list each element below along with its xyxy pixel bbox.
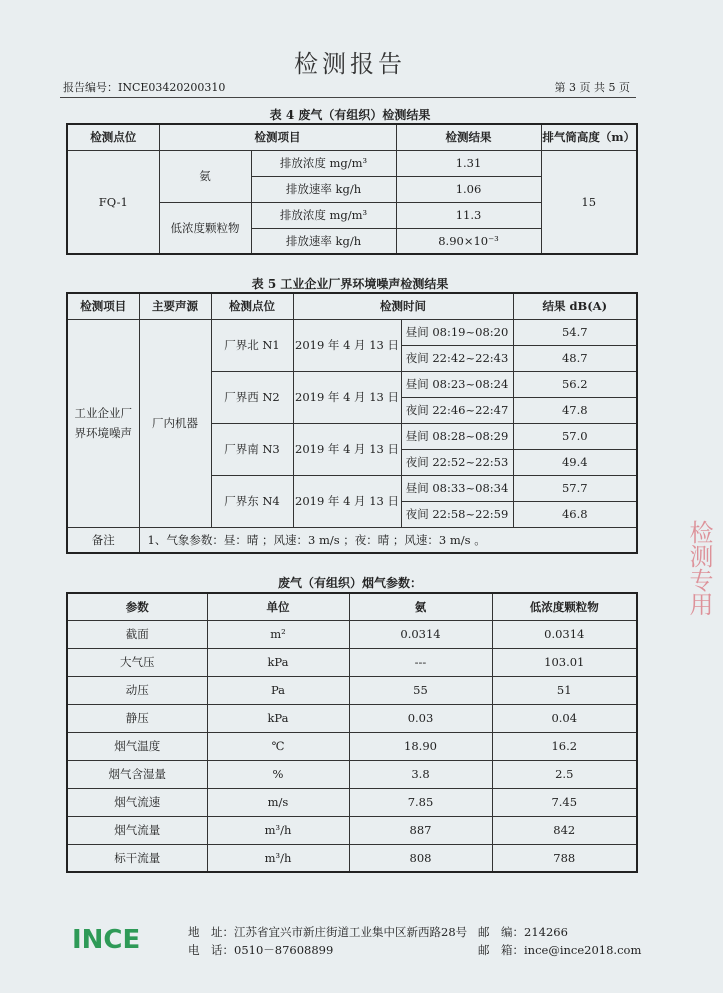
ince-logo-text: INCE bbox=[72, 925, 141, 955]
table4-item: 氨 bbox=[159, 150, 251, 202]
table6-value-b: 788 bbox=[492, 844, 637, 872]
footer-postcode: 邮 编：214266 bbox=[478, 925, 568, 939]
table6-unit: kPa bbox=[207, 704, 349, 732]
table6-param: 烟气温度 bbox=[67, 732, 207, 760]
table5-result: 47.8 bbox=[513, 397, 637, 423]
table6-unit: ℃ bbox=[207, 732, 349, 760]
table6-param: 烟气流速 bbox=[67, 788, 207, 816]
table6-value-a: 0.0314 bbox=[349, 620, 492, 648]
table6-value-b: 2.5 bbox=[492, 760, 637, 788]
table5-point: 厂界西 N2 bbox=[211, 371, 293, 423]
table5-item: 工业企业厂界环境噪声 bbox=[67, 319, 139, 527]
footer-phone: 电 话：0510－87608899 bbox=[188, 943, 334, 957]
table4-param: 排放浓度 mg/m³ bbox=[251, 202, 396, 228]
table5-source: 厂内机器 bbox=[139, 319, 211, 527]
table6-value-a: 887 bbox=[349, 816, 492, 844]
table6-value-b: 16.2 bbox=[492, 732, 637, 760]
table4-param: 排放速率 kg/h bbox=[251, 176, 396, 202]
table5-result: 54.7 bbox=[513, 319, 637, 345]
table6-value-b: 0.04 bbox=[492, 704, 637, 732]
table5-time: 夜间 22:42~22:43 bbox=[401, 345, 513, 371]
table5-result: 57.7 bbox=[513, 475, 637, 501]
table-row bbox=[67, 704, 637, 732]
table4-height: 15 bbox=[541, 150, 637, 254]
table5-header: 检测点位 bbox=[211, 293, 293, 319]
table5-point: 厂界东 N4 bbox=[211, 475, 293, 527]
table6-value-b: 842 bbox=[492, 816, 637, 844]
table-row bbox=[67, 620, 637, 648]
table6-param: 烟气流量 bbox=[67, 816, 207, 844]
table6 bbox=[66, 592, 638, 873]
table5-caption: 表 5 工业企业厂界环境噪声检测结果 bbox=[251, 277, 449, 291]
table4-header: 检测点位 bbox=[67, 124, 159, 150]
table6-caption: 废气（有组织）烟气参数： bbox=[277, 576, 422, 590]
table5-point: 厂界北 N1 bbox=[211, 319, 293, 371]
table6-unit: kPa bbox=[207, 648, 349, 676]
table5-header: 结果 dB(A) bbox=[513, 293, 637, 319]
header-divider bbox=[60, 97, 636, 98]
table6-param: 动压 bbox=[67, 676, 207, 704]
table4-header: 检测项目 bbox=[159, 124, 396, 150]
table4-param: 排放浓度 mg/m³ bbox=[251, 150, 396, 176]
table6-value-a: --- bbox=[349, 648, 492, 676]
table5-date: 2019 年 4 月 13 日 bbox=[293, 423, 401, 475]
table5-result: 48.7 bbox=[513, 345, 637, 371]
table6-value-a: 55 bbox=[349, 676, 492, 704]
report-title: 检测报告 bbox=[294, 50, 406, 78]
table6-unit: Pa bbox=[207, 676, 349, 704]
report-number: 报告编号：INCE03420200310 bbox=[63, 81, 226, 94]
footer-address: 地 址：江苏省宜兴市新庄街道工业集中区新西路28号 bbox=[188, 925, 468, 939]
table6-unit: m³/h bbox=[207, 816, 349, 844]
table-row bbox=[67, 844, 637, 872]
table6-value-a: 18.90 bbox=[349, 732, 492, 760]
table6-value-a: 3.8 bbox=[349, 760, 492, 788]
table6-param: 大气压 bbox=[67, 648, 207, 676]
table6-value-a: 0.03 bbox=[349, 704, 492, 732]
stamp bbox=[675, 520, 713, 700]
table5-result: 46.8 bbox=[513, 501, 637, 527]
table5-time: 夜间 22:58~22:59 bbox=[401, 501, 513, 527]
ince-logo bbox=[70, 922, 160, 954]
table5-date: 2019 年 4 月 13 日 bbox=[293, 319, 401, 371]
table5-header: 检测项目 bbox=[67, 293, 139, 319]
footer-email: 邮 箱：ince@ince2018.com bbox=[478, 943, 642, 957]
stamp-text: 检测专用 bbox=[685, 520, 713, 616]
table4-header: 检测结果 bbox=[396, 124, 541, 150]
table6-value-b: 51 bbox=[492, 676, 637, 704]
table5-time: 昼间 08:28~08:29 bbox=[401, 423, 513, 449]
table4-value: 1.31 bbox=[396, 150, 541, 176]
table6-header: 参数 bbox=[67, 593, 207, 620]
table4-value: 8.90×10⁻³ bbox=[396, 228, 541, 254]
table4-value: 1.06 bbox=[396, 176, 541, 202]
table4 bbox=[66, 123, 638, 255]
table5-result: 56.2 bbox=[513, 371, 637, 397]
table6-value-a: 808 bbox=[349, 844, 492, 872]
table5-time: 昼间 08:19~08:20 bbox=[401, 319, 513, 345]
table6-value-b: 0.0314 bbox=[492, 620, 637, 648]
table-row bbox=[67, 816, 637, 844]
table5-time: 夜间 22:46~22:47 bbox=[401, 397, 513, 423]
table5-date: 2019 年 4 月 13 日 bbox=[293, 371, 401, 423]
table5-time: 昼间 08:33~08:34 bbox=[401, 475, 513, 501]
table6-unit: m³/h bbox=[207, 844, 349, 872]
table6-value-b: 7.45 bbox=[492, 788, 637, 816]
table5-time: 夜间 22:52~22:53 bbox=[401, 449, 513, 475]
table-row bbox=[67, 760, 637, 788]
table5-result: 57.0 bbox=[513, 423, 637, 449]
table6-value-b: 103.01 bbox=[492, 648, 637, 676]
table6-param: 烟气含湿量 bbox=[67, 760, 207, 788]
table6-param: 标干流量 bbox=[67, 844, 207, 872]
table4-item: 低浓度颗粒物 bbox=[159, 202, 251, 254]
table6-unit: m² bbox=[207, 620, 349, 648]
table-row bbox=[67, 676, 637, 704]
table5-point: 厂界南 N3 bbox=[211, 423, 293, 475]
table5 bbox=[66, 292, 638, 554]
table6-header: 低浓度颗粒物 bbox=[492, 593, 637, 620]
table-row bbox=[67, 788, 637, 816]
table6-header: 单位 bbox=[207, 593, 349, 620]
table5-header: 检测时间 bbox=[293, 293, 513, 319]
table4-point: FQ-1 bbox=[67, 150, 159, 254]
table5-time: 昼间 08:23~08:24 bbox=[401, 371, 513, 397]
table6-unit: % bbox=[207, 760, 349, 788]
table-row bbox=[67, 648, 637, 676]
table4-param: 排放速率 kg/h bbox=[251, 228, 396, 254]
table-row bbox=[67, 732, 637, 760]
table5-header: 主要声源 bbox=[139, 293, 211, 319]
table6-param: 截面 bbox=[67, 620, 207, 648]
table4-caption: 表 4 废气（有组织）检测结果 bbox=[269, 108, 431, 122]
table4-header: 排气筒高度（m） bbox=[541, 124, 637, 150]
page-info: 第 3 页 共 5 页 bbox=[554, 81, 630, 94]
table5-remark-label: 备注 bbox=[67, 527, 139, 553]
table6-unit: m/s bbox=[207, 788, 349, 816]
table5-result: 49.4 bbox=[513, 449, 637, 475]
table6-header: 氨 bbox=[349, 593, 492, 620]
table5-date: 2019 年 4 月 13 日 bbox=[293, 475, 401, 527]
table4-value: 11.3 bbox=[396, 202, 541, 228]
table6-value-a: 7.85 bbox=[349, 788, 492, 816]
table5-remark: 1、气象参数：昼：晴 ；风速：3 m/s ；夜：晴 ；风速：3 m/s 。 bbox=[139, 527, 637, 553]
table6-param: 静压 bbox=[67, 704, 207, 732]
